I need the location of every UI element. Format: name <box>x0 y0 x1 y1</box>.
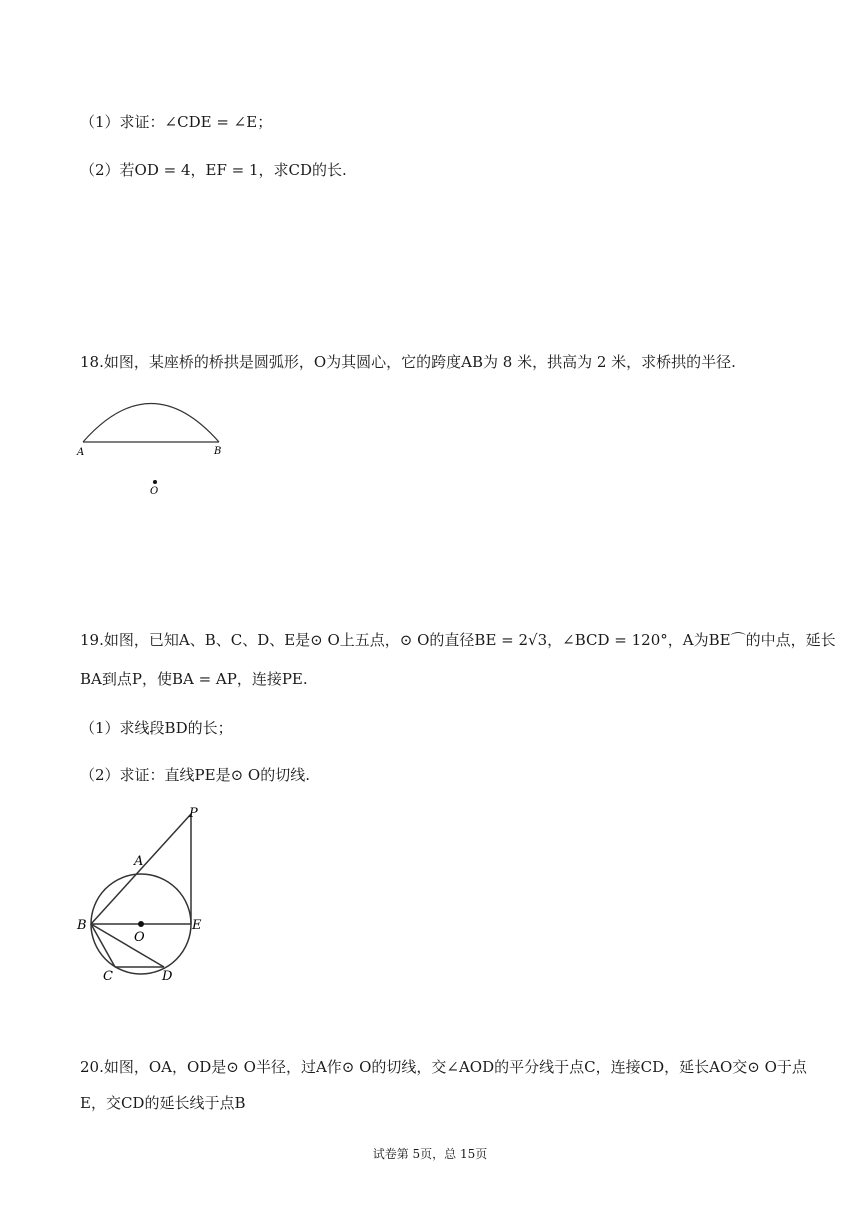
q19-part1: （1）求线段BD的长； <box>80 719 233 737</box>
q20-line1: 20.如图，OA，OD是⊙ O半径，过A作⊙ O的切线，交∠AOD的平分线于点C，连接CD，延长AO交⊙ O于点 <box>80 1058 807 1076</box>
label-o: O <box>150 486 159 497</box>
label-b: B <box>214 446 222 457</box>
label-e: E <box>192 918 202 933</box>
q17-part2: （2）若OD = 4，EF = 1，求CD的长. <box>80 161 347 179</box>
label-d: D <box>162 969 173 984</box>
q19-part2: （2）求证：直线PE是⊙ O的切线. <box>80 766 310 784</box>
label-a: A <box>134 854 144 869</box>
q18-bridge-arch-figure <box>72 395 232 500</box>
label-b: B <box>77 918 87 933</box>
q19-line1: 19.如图，已知A、B、C、D、E是⊙ O上五点，⊙ O的直径BE = 2√3，∠BCD = 120°，A为BE⌒的中点，延长 <box>80 631 836 649</box>
line-bp <box>91 814 191 924</box>
arch-arc <box>83 404 219 443</box>
label-a: A <box>77 447 85 458</box>
label-p: P <box>189 806 198 821</box>
q17-part1: （1）求证：∠CDE = ∠E； <box>80 113 273 131</box>
line-bd <box>91 924 164 967</box>
q18-text: 18.如图，某座桥的桥拱是圆弧形，O为其圆心，它的跨度AB为 8 米，拱高为 2 米，求桥拱的半径. <box>80 353 736 371</box>
label-c: C <box>103 969 113 984</box>
center-point-o <box>153 480 157 484</box>
label-o: O <box>134 930 145 945</box>
page-footer: 试卷第 5页，总 15页 <box>372 1147 488 1161</box>
q20-line2: E，交CD的延长线于点B <box>80 1094 246 1112</box>
center-point-o <box>138 921 144 927</box>
q19-line2: BA到点P，使BA = AP，连接PE. <box>80 670 308 688</box>
q19-circle-figure <box>72 800 222 990</box>
